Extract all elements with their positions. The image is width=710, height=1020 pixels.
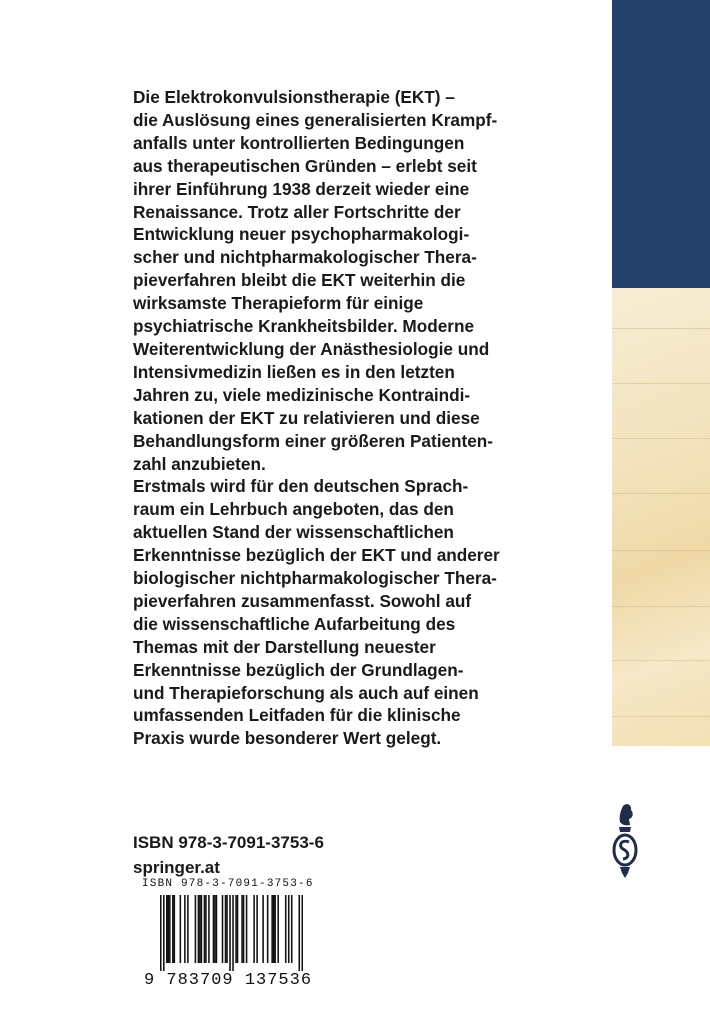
- barcode-isbn-text: ISBN 978-3-7091-3753-6: [142, 878, 314, 890]
- barcode-bar: [237, 895, 239, 963]
- barcode-bar: [273, 895, 275, 963]
- barcode-bar: [199, 895, 201, 963]
- barcode-bar: [291, 895, 293, 963]
- barcode-bar: [256, 895, 258, 963]
- barcode-bar: [226, 895, 228, 963]
- barcode-bars: [160, 895, 303, 971]
- blurb-paragraph-1: Die Elektrokonvulsionstherapie (EKT) – die Auslösung eines generalisierten Krampf- anfalls unter kontrollierten Bedingungen aus therapeutischen Gründen – erlebt seit ihrer Einführung 1938 derzeit wieder eine Renaissance. Trotz aller Fortschritte der Entwicklung neuer psychopharmakologi- scher und nichtpharmakologischer Thera- pieverfahren bleibt die EKT weiterhin die wirksamste Therapieform für einige psychiatrische Krankheitsbilder. Moderne Weiterentwicklung der Anästhesiologie und Intensivmedizin ließen es in den letzten Jahren zu, viele medizinische Kontraindi- kationen der EKT zu relativieren und diese Behandlungsform einer größeren Patienten- zahl anzubieten.: [133, 87, 498, 474]
- barcode-bar: [235, 895, 237, 963]
- isbn-barcode: [142, 878, 314, 996]
- barcode-bar: [174, 895, 176, 963]
- blue-side-band: [612, 0, 710, 288]
- springer-knight-logo-icon: [611, 800, 639, 880]
- barcode-bar: [267, 895, 269, 963]
- barcode-bar: [229, 895, 231, 971]
- barcode-bar: [222, 895, 224, 963]
- barcode-bar: [271, 895, 273, 963]
- barcode-bar: [241, 895, 243, 963]
- barcode-bar: [169, 895, 171, 963]
- isbn-label: ISBN 978-3-7091-3753-6: [133, 833, 324, 852]
- barcode-bar: [225, 895, 227, 963]
- barcode-bar: [195, 895, 197, 963]
- barcode-bar: [285, 895, 287, 963]
- barcode-bar: [166, 895, 168, 963]
- barcode-bar: [216, 895, 218, 963]
- barcode-bar: [246, 895, 248, 963]
- barcode-bar: [208, 895, 210, 963]
- barcode-bar: [172, 895, 174, 963]
- barcode-bar: [184, 895, 186, 963]
- barcode-digits: 9 783709 137536: [144, 971, 313, 990]
- barcode-bar: [187, 895, 189, 963]
- barcode-bar: [205, 895, 207, 963]
- barcode-bar: [168, 895, 170, 963]
- barcode-bar: [262, 895, 264, 963]
- blurb-paragraph-2: Erstmals wird für den deutschen Sprach- raum ein Lehrbuch angeboten, das den aktuellen Stand der wissenschaftlichen Erkenntnisse bezüglich der EKT und anderer biologischer nichtpharmakologischer Thera- pieverfahren zusammenfasst. Sowohl auf die wissenschaftliche Aufarbeitung des Themas mit der Darstellung neuester Erkenntnisse bezüglich der Grundlagen- und Therapieforschung als auch auf einen umfassenden Leitfaden für die klinische Praxis wurde besonderer Wert gelegt.: [133, 476, 500, 749]
- barcode-bar: [160, 895, 162, 971]
- back-cover-blurb: [133, 86, 513, 750]
- barcode-bar: [232, 895, 234, 971]
- textured-side-band: [612, 288, 710, 746]
- barcode-bar: [298, 895, 300, 971]
- barcode-bar: [288, 895, 290, 963]
- barcode-bar: [274, 895, 276, 963]
- barcode-bar: [198, 895, 200, 963]
- barcode-bar: [253, 895, 255, 963]
- barcode-bar: [201, 895, 203, 963]
- barcode-bar: [214, 895, 216, 963]
- barcode-bar: [277, 895, 279, 963]
- barcode-bar: [163, 895, 165, 971]
- barcode-bar: [180, 895, 182, 963]
- barcode-bar: [213, 895, 215, 963]
- barcode-bar: [204, 895, 206, 963]
- publisher-url: springer.at: [133, 858, 220, 877]
- barcode-bar: [243, 895, 245, 963]
- barcode-bar: [301, 895, 303, 971]
